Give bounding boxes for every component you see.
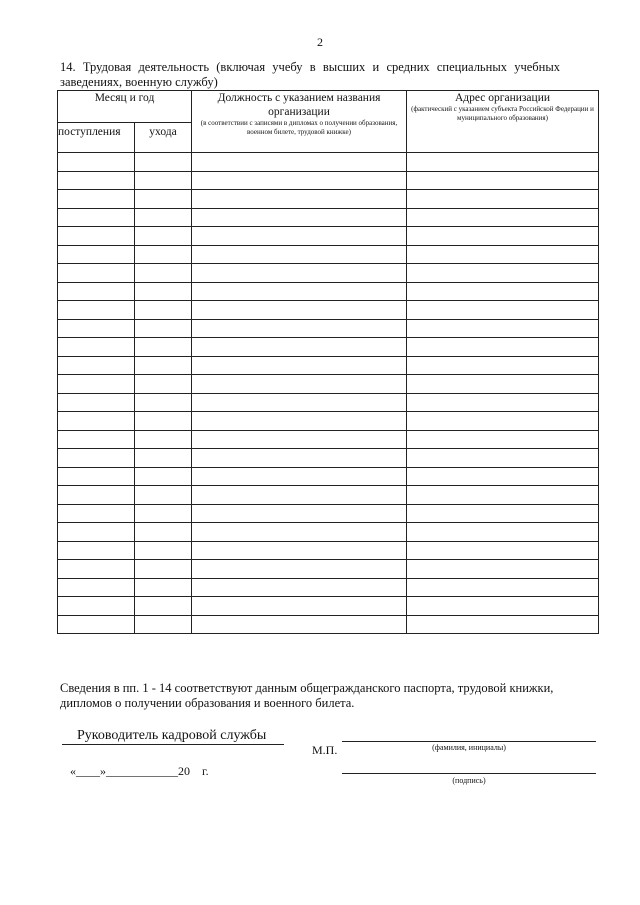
table-cell (135, 412, 192, 431)
table-row (58, 356, 599, 375)
table-cell (58, 375, 135, 394)
table-cell (135, 615, 192, 634)
table-cell (192, 338, 407, 357)
table-row (58, 171, 599, 190)
table-cell (58, 319, 135, 338)
table-row (58, 393, 599, 412)
header-position-title: Должность с указанием названия организации (217, 92, 381, 118)
table-cell (135, 597, 192, 616)
table-cell (58, 523, 135, 542)
signatory-underline (62, 744, 284, 745)
table-cell (192, 430, 407, 449)
name-hint: (фамилия, инициалы) (432, 743, 506, 752)
table-cell (135, 301, 192, 320)
table-cell (192, 227, 407, 246)
table-cell (407, 282, 599, 301)
table-cell (192, 301, 407, 320)
table-cell (58, 227, 135, 246)
table-cell (407, 449, 599, 468)
table-cell (192, 541, 407, 560)
table-cell (135, 430, 192, 449)
table-cell (192, 578, 407, 597)
table-cell (407, 375, 599, 394)
table-cell (192, 504, 407, 523)
table-cell (58, 190, 135, 209)
table-cell (192, 412, 407, 431)
table-row (58, 338, 599, 357)
header-position (192, 91, 407, 153)
header-address-note: (фактический с указанием субъекта Российской Федерации и муниципального образования) (411, 105, 594, 122)
table-cell (58, 578, 135, 597)
table-cell (407, 523, 599, 542)
table-cell (58, 393, 135, 412)
table-row (58, 282, 599, 301)
table-cell (58, 412, 135, 431)
verification-note: Сведения в пп. 1 - 14 соответствуют данным общегражданского паспорта, трудовой книжки, дипломов о получении образования и военного билета. (60, 681, 554, 710)
table-row (58, 301, 599, 320)
table-row (58, 467, 599, 486)
table-cell (58, 486, 135, 505)
table-cell (135, 523, 192, 542)
table-cell (192, 319, 407, 338)
table-cell (192, 245, 407, 264)
table-row (58, 190, 599, 209)
table-cell (58, 282, 135, 301)
table-cell (135, 356, 192, 375)
table-cell (407, 171, 599, 190)
table-cell (407, 245, 599, 264)
table-cell (135, 208, 192, 227)
table-row (58, 264, 599, 283)
table-row (58, 504, 599, 523)
table-row (58, 208, 599, 227)
table-cell (407, 560, 599, 579)
table-cell (407, 467, 599, 486)
header-position-note: (в соответствии с записями в дипломах о получении образования, военном билете, трудовой книжке) (200, 119, 398, 136)
table-cell (135, 338, 192, 357)
signatory-label: Руководитель кадровой службы (77, 728, 267, 743)
table-cell (407, 153, 599, 172)
table-cell (58, 504, 135, 523)
table-cell (407, 541, 599, 560)
table-cell (58, 597, 135, 616)
table-cell (135, 393, 192, 412)
table-row (58, 319, 599, 338)
table-cell (58, 171, 135, 190)
table-cell (407, 356, 599, 375)
table-cell (192, 393, 407, 412)
table-row (58, 153, 599, 172)
header-entry: поступления (58, 123, 135, 153)
table-cell (192, 449, 407, 468)
table-cell (135, 245, 192, 264)
work-history-table (57, 90, 599, 634)
table-cell (192, 375, 407, 394)
table-cell (135, 578, 192, 597)
table-cell (407, 486, 599, 505)
table-cell (135, 449, 192, 468)
table-cell (135, 560, 192, 579)
signature-line (342, 773, 596, 774)
table-cell (407, 227, 599, 246)
table-cell (192, 356, 407, 375)
table-row (58, 578, 599, 597)
table-cell (135, 227, 192, 246)
table-cell (407, 597, 599, 616)
table-cell (192, 560, 407, 579)
header-address-title: Адрес организации (454, 92, 550, 104)
table-row (58, 615, 599, 634)
table-cell (192, 264, 407, 283)
table-row (58, 597, 599, 616)
header-leave: ухода (135, 123, 192, 153)
header-address (407, 91, 599, 153)
table-cell (407, 412, 599, 431)
page-number: 2 (317, 35, 323, 49)
table-cell (135, 190, 192, 209)
table-cell (58, 615, 135, 634)
table-cell (192, 523, 407, 542)
table-cell (135, 467, 192, 486)
table-cell (135, 171, 192, 190)
table-cell (407, 208, 599, 227)
stamp-place-label: М.П. (312, 743, 338, 757)
table-cell (192, 615, 407, 634)
table-row (58, 541, 599, 560)
table-cell (135, 153, 192, 172)
table-row (58, 245, 599, 264)
table-cell (135, 486, 192, 505)
header-month-year: Месяц и год (58, 91, 192, 123)
table-cell (407, 190, 599, 209)
table-cell (192, 597, 407, 616)
table-cell (192, 153, 407, 172)
table-cell (407, 301, 599, 320)
table-cell (192, 208, 407, 227)
table-cell (192, 171, 407, 190)
table-cell (192, 190, 407, 209)
table-cell (58, 560, 135, 579)
table-cell (58, 245, 135, 264)
table-cell (58, 264, 135, 283)
table-cell (58, 338, 135, 357)
name-line (342, 741, 596, 742)
table-cell (135, 282, 192, 301)
table-row (58, 375, 599, 394)
date-line: «____»____________20 г. (70, 764, 209, 778)
table-cell (58, 356, 135, 375)
table-row (58, 486, 599, 505)
table-row (58, 523, 599, 542)
table-cell (407, 504, 599, 523)
table-cell (192, 467, 407, 486)
table-row (58, 227, 599, 246)
table-cell (407, 615, 599, 634)
table-cell (407, 264, 599, 283)
table-cell (58, 301, 135, 320)
table-cell (58, 541, 135, 560)
table-cell (135, 541, 192, 560)
table-cell (58, 208, 135, 227)
table-cell (135, 264, 192, 283)
table-row (58, 430, 599, 449)
table-cell (192, 486, 407, 505)
table-cell (407, 338, 599, 357)
table-cell (135, 319, 192, 338)
signature-hint: (подпись) (452, 776, 486, 785)
table-cell (135, 375, 192, 394)
table-cell (58, 153, 135, 172)
table-cell (407, 430, 599, 449)
table-cell (407, 319, 599, 338)
table-row (58, 449, 599, 468)
table-cell (58, 467, 135, 486)
section-heading: 14. Трудовая деятельность (включая учебу в высших и средних специальных учебных заведениях, военную службу) (60, 60, 560, 89)
table-row (58, 412, 599, 431)
table-cell (192, 282, 407, 301)
table-cell (407, 578, 599, 597)
table-cell (58, 430, 135, 449)
table-cell (135, 504, 192, 523)
table-cell (58, 449, 135, 468)
table-cell (407, 393, 599, 412)
table-row (58, 560, 599, 579)
